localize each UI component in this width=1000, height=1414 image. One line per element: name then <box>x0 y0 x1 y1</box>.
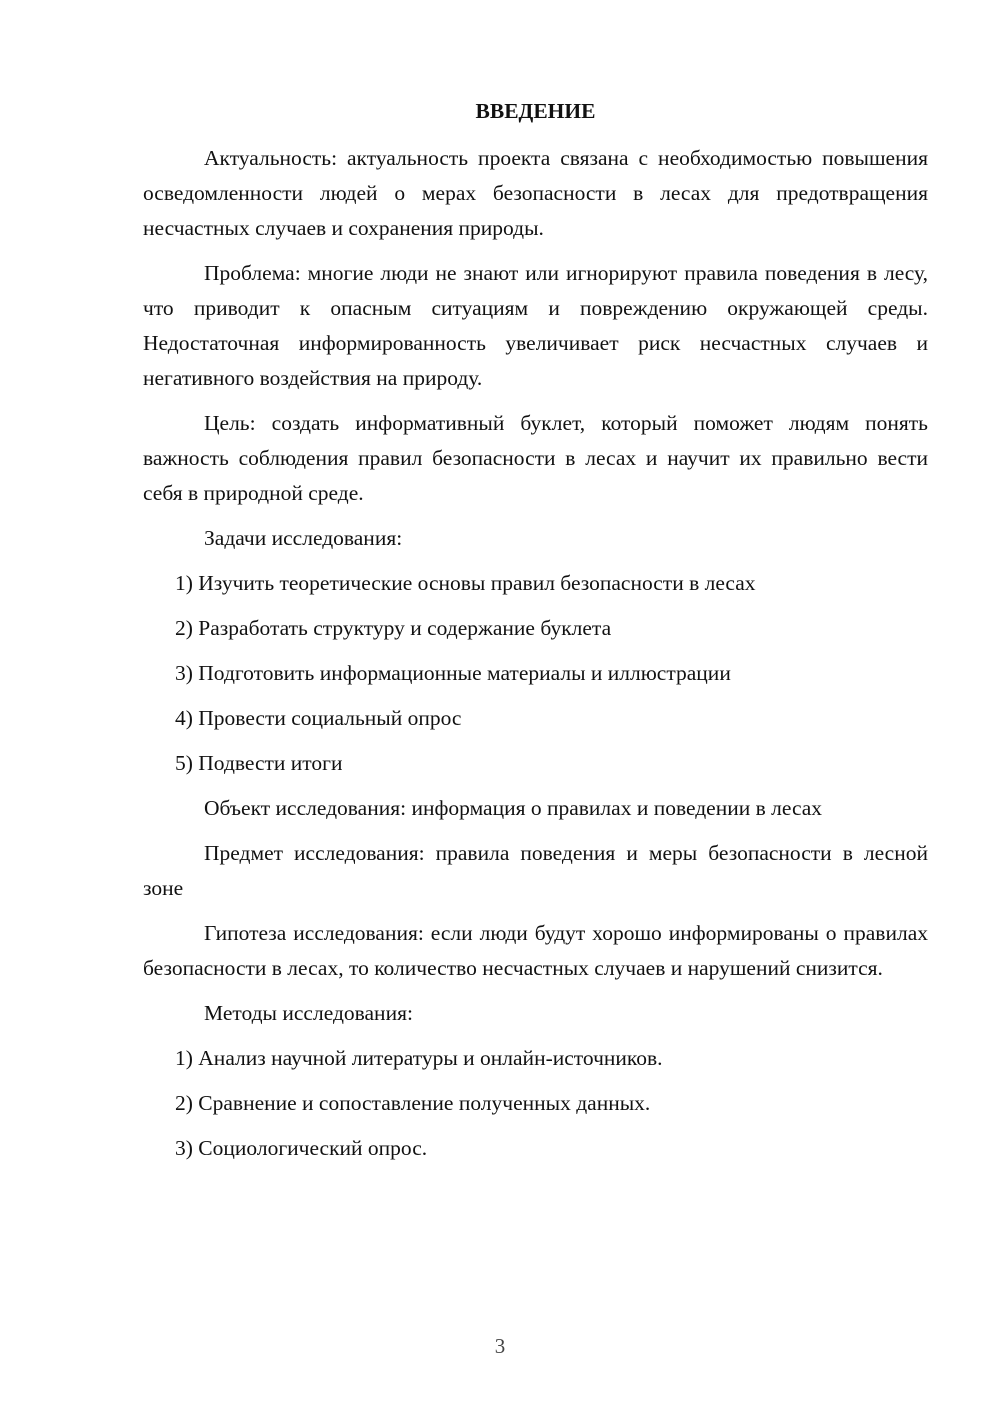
document-page <box>143 94 928 1176</box>
paragraph-subject: Предмет исследования: правила поведения и меры безопасности в лесной зоне <box>143 841 928 900</box>
task-item-5: 5) Подвести итоги <box>175 751 343 775</box>
method-item-1: 1) Анализ научной литературы и онлайн-источников. <box>175 1046 663 1070</box>
paragraph-problem: Проблема: многие люди не знают или игнорируют правила поведения в лесу, что приводит к опасным ситуациям и повреждению окружающей среды. Недостаточная информированность увеличивает риск несчастных случаев и негативного воздействия на природу. <box>143 261 928 390</box>
task-item-4: 4) Провести социальный опрос <box>175 706 462 730</box>
paragraph-object: Объект исследования: информация о правилах и поведении в лесах <box>204 796 823 820</box>
paragraph-hypothesis: Гипотеза исследования: если люди будут хорошо информированы о правилах безопасности в лесах, то количество несчастных случаев и нарушений снизится. <box>143 921 928 980</box>
method-item-2: 2) Сравнение и сопоставление полученных данных. <box>175 1091 651 1115</box>
tasks-title: Задачи исследования: <box>204 526 403 550</box>
page-number: 3 <box>494 1334 506 1358</box>
task-item-1: 1) Изучить теоретические основы правил безопасности в лесах <box>175 571 756 595</box>
task-item-2: 2) Разработать структуру и содержание буклета <box>175 616 612 640</box>
task-item-3: 3) Подготовить информационные материалы и иллюстрации <box>175 661 731 685</box>
paragraph-relevance: Актуальность: актуальность проекта связана с необходимостью повышения осведомленности людей о мерах безопасности в лесах для предотвращения несчастных случаев и сохранения природы. <box>143 146 928 240</box>
methods-title: Методы исследования: <box>204 1001 413 1025</box>
paragraph-goal: Цель: создать информативный буклет, который поможет людям понять важность соблюдения правил безопасности в лесах и научит их правильно вести себя в природной среде. <box>143 411 928 505</box>
method-item-3: 3) Социологический опрос. <box>175 1136 428 1160</box>
page-heading: ВВЕДЕНИЕ <box>475 99 596 123</box>
